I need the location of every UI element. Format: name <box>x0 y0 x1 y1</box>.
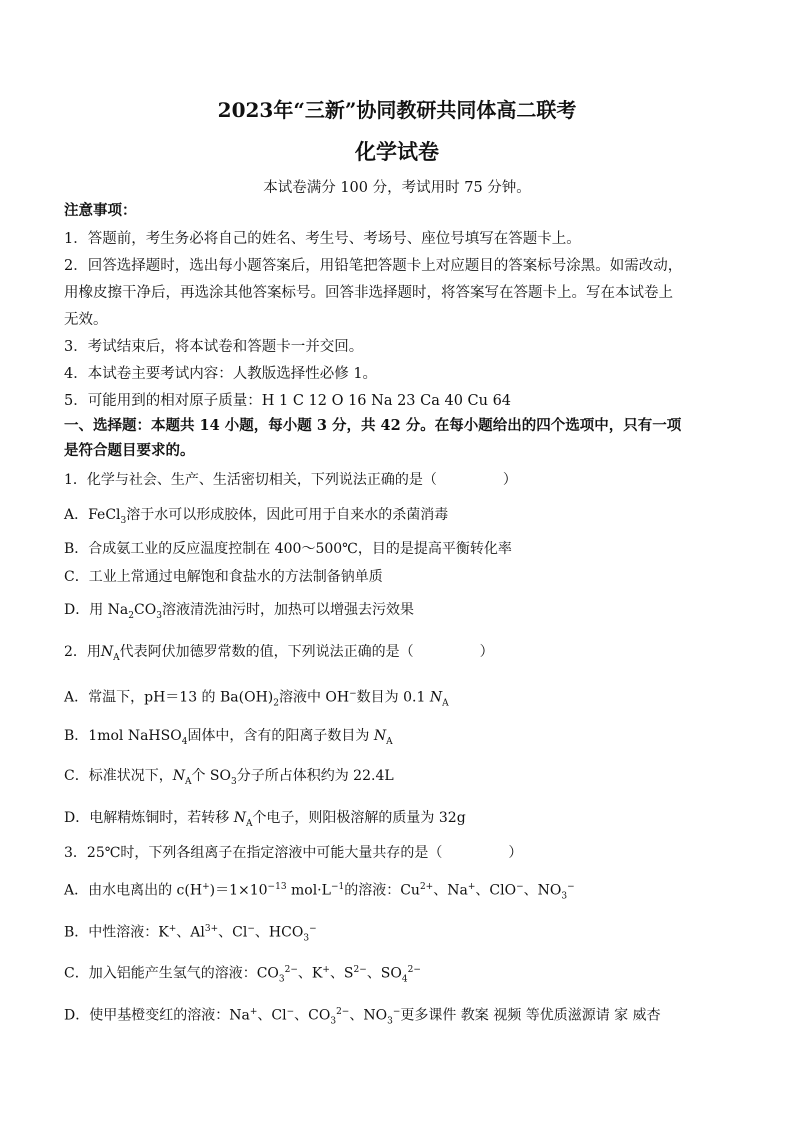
q2-option-a: A．常温下，pH＝13 的 $Ba(OH)_2$溶液中 OH−数目为 0.1 $N_A$ <box>64 689 449 709</box>
note-2b: 用橡皮擦干净后，再选涂其他答案标号。回答非选择题时，将答案写在答题卡上。写在本试卷上 <box>64 285 673 301</box>
q1-option-c: C．工业上常通过电解饱和食盐水的方法制备钠单质 <box>64 569 383 585</box>
note-3: 3．考试结束后，将本试卷和答题卡一并交回。 <box>64 339 364 355</box>
q2-option-c: C．标准状况下，$N_A$个 $SO_3$分子所占体积约为 22.4L <box>64 768 394 787</box>
note-2c: 无效。 <box>64 312 108 328</box>
q1-option-b: B．合成氨工业的反应温度控制在 400～500℃，目的是提高平衡转化率 <box>64 541 512 557</box>
q2-option-d: D．电解精炼铜时，若转移 $N_A$个电子，则阳极溶解的质量为 32g <box>64 810 466 829</box>
section-1-line2: 是符合题目要求的。 <box>64 442 195 459</box>
note-5: 5．可能用到的相对原子质量：H 1 C 12 O 16 Na 23 Ca 40 Cu 64 <box>64 393 512 409</box>
section-1-line1: 一、选择题：本题共 14 小题，每小题 3 分，共 42 分。在每小题给出的四个选项中，只有一项 <box>64 417 682 434</box>
q3-option-b: B．中性溶液：K+、$Al^{3+}$、Cl−、$HCO_3^-$ <box>64 924 317 944</box>
watermark-text: 更多课件 教案 视频 等优质滋源请 家 威杏 <box>400 1007 661 1024</box>
q3-option-a: A．由水电离出的 $c(H^+)=1\times 10^{-13}$ $mol\cdot L^{-1}$的溶液：$Cu^{2+}$、Na+、ClO−、$NO_3^-$ <box>64 882 575 902</box>
exam-info: 本试卷满分 100 分，考试用时 75 分钟。 <box>263 180 531 196</box>
subject-title: 化学试卷 <box>355 139 439 164</box>
note-2a: 2．回答选择题时，选出每小题答案后，用铅笔把答题卡上对应题目的答案标号涂黑。如需改动， <box>64 258 683 274</box>
notes-heading: 注意事项： <box>64 202 137 219</box>
note-1: 1．答题前，考生务必将自己的姓名、考生号、考场号、座位号填写在答题卡上。 <box>64 231 581 247</box>
q1-option-a: A．FeCl$_3$溶于水可以形成胶体，因此可用于自来水的杀菌消毒 <box>64 507 449 526</box>
q2-stem: 2．用$N_A$代表阿伏加德罗常数的值，下列说法正确的是（ ） <box>64 644 494 663</box>
q3-stem: 3．25℃时，下列各组离子在指定溶液中可能大量共存的是（ ） <box>64 845 523 861</box>
q2-option-b: B．1mol NaHSO$_4$固体中，含有的阳离子数目为 $N_A$ <box>64 728 393 747</box>
q1-option-d: D．用 $Na_2CO_3$溶液清洗油污时，加热可以增强去污效果 <box>64 602 414 621</box>
exam-title: 2023年“三新”协同教研共同体高二联考 <box>217 98 577 122</box>
q3-option-d: D．使甲基橙变红的溶液：Na+、Cl−、$CO_3^{2-}$、$NO_3^-$更多课件 教案 视频 等优质滋源请 家 威杏 <box>64 1007 661 1027</box>
note-4: 4．本试卷主要考试内容：人教版选择性必修 1。 <box>64 366 378 382</box>
q1-stem: 1．化学与社会、生产、生活密切相关，下列说法正确的是（ ） <box>64 472 517 488</box>
q3-option-c: C．加入铝能产生氢气的溶液：$CO_3^{2-}$、K+、$S^{2-}$、$SO_4^{2-}$ <box>64 965 421 985</box>
